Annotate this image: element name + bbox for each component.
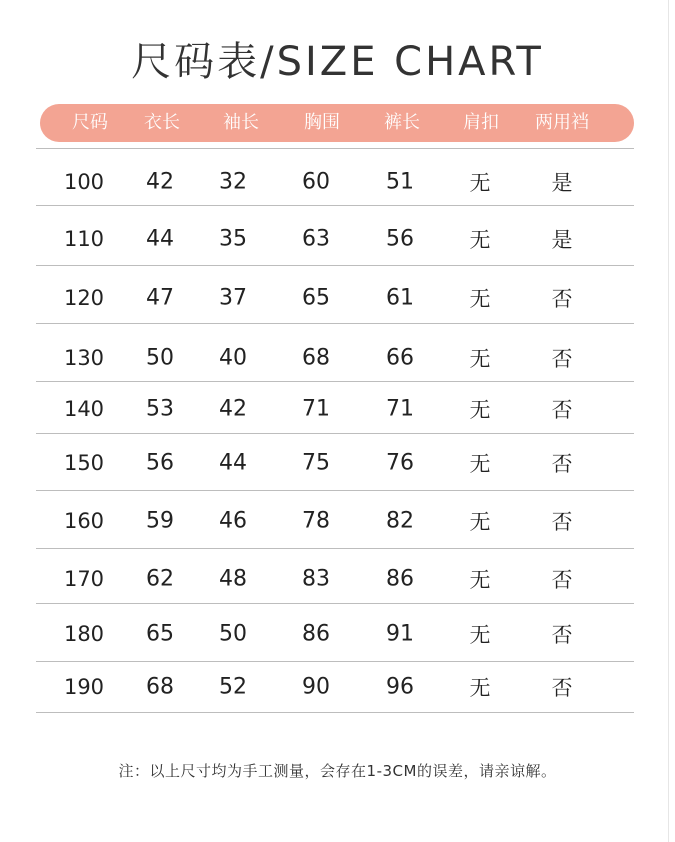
cell-sleeve-length: 37 (219, 285, 247, 311)
cell-sleeve-length: 46 (219, 508, 247, 534)
cell-dual-crotch: 否 (551, 398, 573, 422)
cell-pants-length: 56 (386, 226, 414, 252)
cell-pants-length: 66 (386, 345, 414, 371)
table-divider (36, 433, 634, 434)
cell-garment-length: 68 (146, 674, 174, 700)
cell-garment-length: 65 (146, 621, 174, 647)
cell-size: 110 (63, 227, 105, 251)
header-shoulder-button: 肩扣 (463, 112, 499, 133)
cell-dual-crotch: 否 (551, 510, 573, 534)
cell-shoulder-button: 无 (469, 623, 491, 647)
cell-chest: 68 (302, 345, 330, 371)
cell-shoulder-button: 无 (469, 510, 491, 534)
cell-size: 190 (63, 675, 105, 699)
cell-chest: 90 (302, 674, 330, 700)
cell-dual-crotch: 否 (551, 676, 573, 700)
cell-garment-length: 42 (146, 169, 174, 195)
cell-garment-length: 50 (146, 345, 174, 371)
cell-garment-length: 53 (146, 396, 174, 422)
cell-pants-length: 96 (386, 674, 414, 700)
cell-shoulder-button: 无 (469, 171, 491, 195)
cell-chest: 86 (302, 621, 330, 647)
cell-shoulder-button: 无 (469, 452, 491, 476)
cell-pants-length: 61 (386, 285, 414, 311)
cell-shoulder-button: 无 (469, 287, 491, 311)
cell-sleeve-length: 52 (219, 674, 247, 700)
header-garment-length: 衣长 (144, 112, 180, 133)
cell-pants-length: 51 (386, 169, 414, 195)
footnote: 注：以上尺寸均为手工测量，会存在1-3CM的误差，请亲谅解。 (118, 762, 557, 780)
table-header (40, 104, 634, 142)
cell-sleeve-length: 40 (219, 345, 247, 371)
cell-garment-length: 44 (146, 226, 174, 252)
cell-pants-length: 76 (386, 450, 414, 476)
cell-garment-length: 56 (146, 450, 174, 476)
cell-shoulder-button: 无 (469, 398, 491, 422)
table-divider (36, 603, 634, 604)
cell-pants-length: 71 (386, 396, 414, 422)
cell-dual-crotch: 否 (551, 287, 573, 311)
cell-shoulder-button: 无 (469, 568, 491, 592)
page-edge-line (668, 0, 669, 842)
cell-size: 130 (63, 346, 105, 370)
cell-garment-length: 62 (146, 566, 174, 592)
table-divider (36, 548, 634, 549)
table-divider (36, 712, 634, 713)
table-divider (36, 661, 634, 662)
cell-chest: 83 (302, 566, 330, 592)
header-size: 尺码 (72, 112, 108, 133)
cell-shoulder-button: 无 (469, 347, 491, 371)
table-divider (36, 205, 634, 206)
cell-pants-length: 91 (386, 621, 414, 647)
cell-dual-crotch: 否 (551, 568, 573, 592)
cell-chest: 60 (302, 169, 330, 195)
cell-size: 100 (63, 170, 105, 194)
cell-pants-length: 82 (386, 508, 414, 534)
header-dual-crotch: 两用裆 (535, 112, 589, 133)
cell-dual-crotch: 否 (551, 452, 573, 476)
table-divider (36, 265, 634, 266)
cell-chest: 63 (302, 226, 330, 252)
cell-dual-crotch: 是 (551, 228, 573, 252)
table-divider (36, 148, 634, 149)
cell-size: 170 (63, 567, 105, 591)
cell-shoulder-button: 无 (469, 228, 491, 252)
cell-size: 180 (63, 622, 105, 646)
cell-dual-crotch: 否 (551, 623, 573, 647)
cell-size: 120 (63, 286, 105, 310)
table-divider (36, 490, 634, 491)
cell-garment-length: 59 (146, 508, 174, 534)
cell-dual-crotch: 否 (551, 347, 573, 371)
table-divider (36, 381, 634, 382)
cell-size: 140 (63, 397, 105, 421)
cell-sleeve-length: 42 (219, 396, 247, 422)
cell-sleeve-length: 35 (219, 226, 247, 252)
table-divider (36, 323, 634, 324)
cell-sleeve-length: 44 (219, 450, 247, 476)
cell-chest: 71 (302, 396, 330, 422)
header-chest: 胸围 (304, 112, 340, 133)
page-title: 尺码表/SIZE CHART (131, 39, 544, 85)
cell-pants-length: 86 (386, 566, 414, 592)
cell-sleeve-length: 32 (219, 169, 247, 195)
cell-size: 150 (63, 451, 105, 475)
cell-sleeve-length: 48 (219, 566, 247, 592)
cell-chest: 75 (302, 450, 330, 476)
cell-chest: 78 (302, 508, 330, 534)
header-sleeve-length: 袖长 (223, 112, 259, 133)
cell-dual-crotch: 是 (551, 171, 573, 195)
cell-size: 160 (63, 509, 105, 533)
cell-sleeve-length: 50 (219, 621, 247, 647)
header-pants-length: 裤长 (384, 112, 420, 133)
cell-chest: 65 (302, 285, 330, 311)
cell-garment-length: 47 (146, 285, 174, 311)
cell-shoulder-button: 无 (469, 676, 491, 700)
